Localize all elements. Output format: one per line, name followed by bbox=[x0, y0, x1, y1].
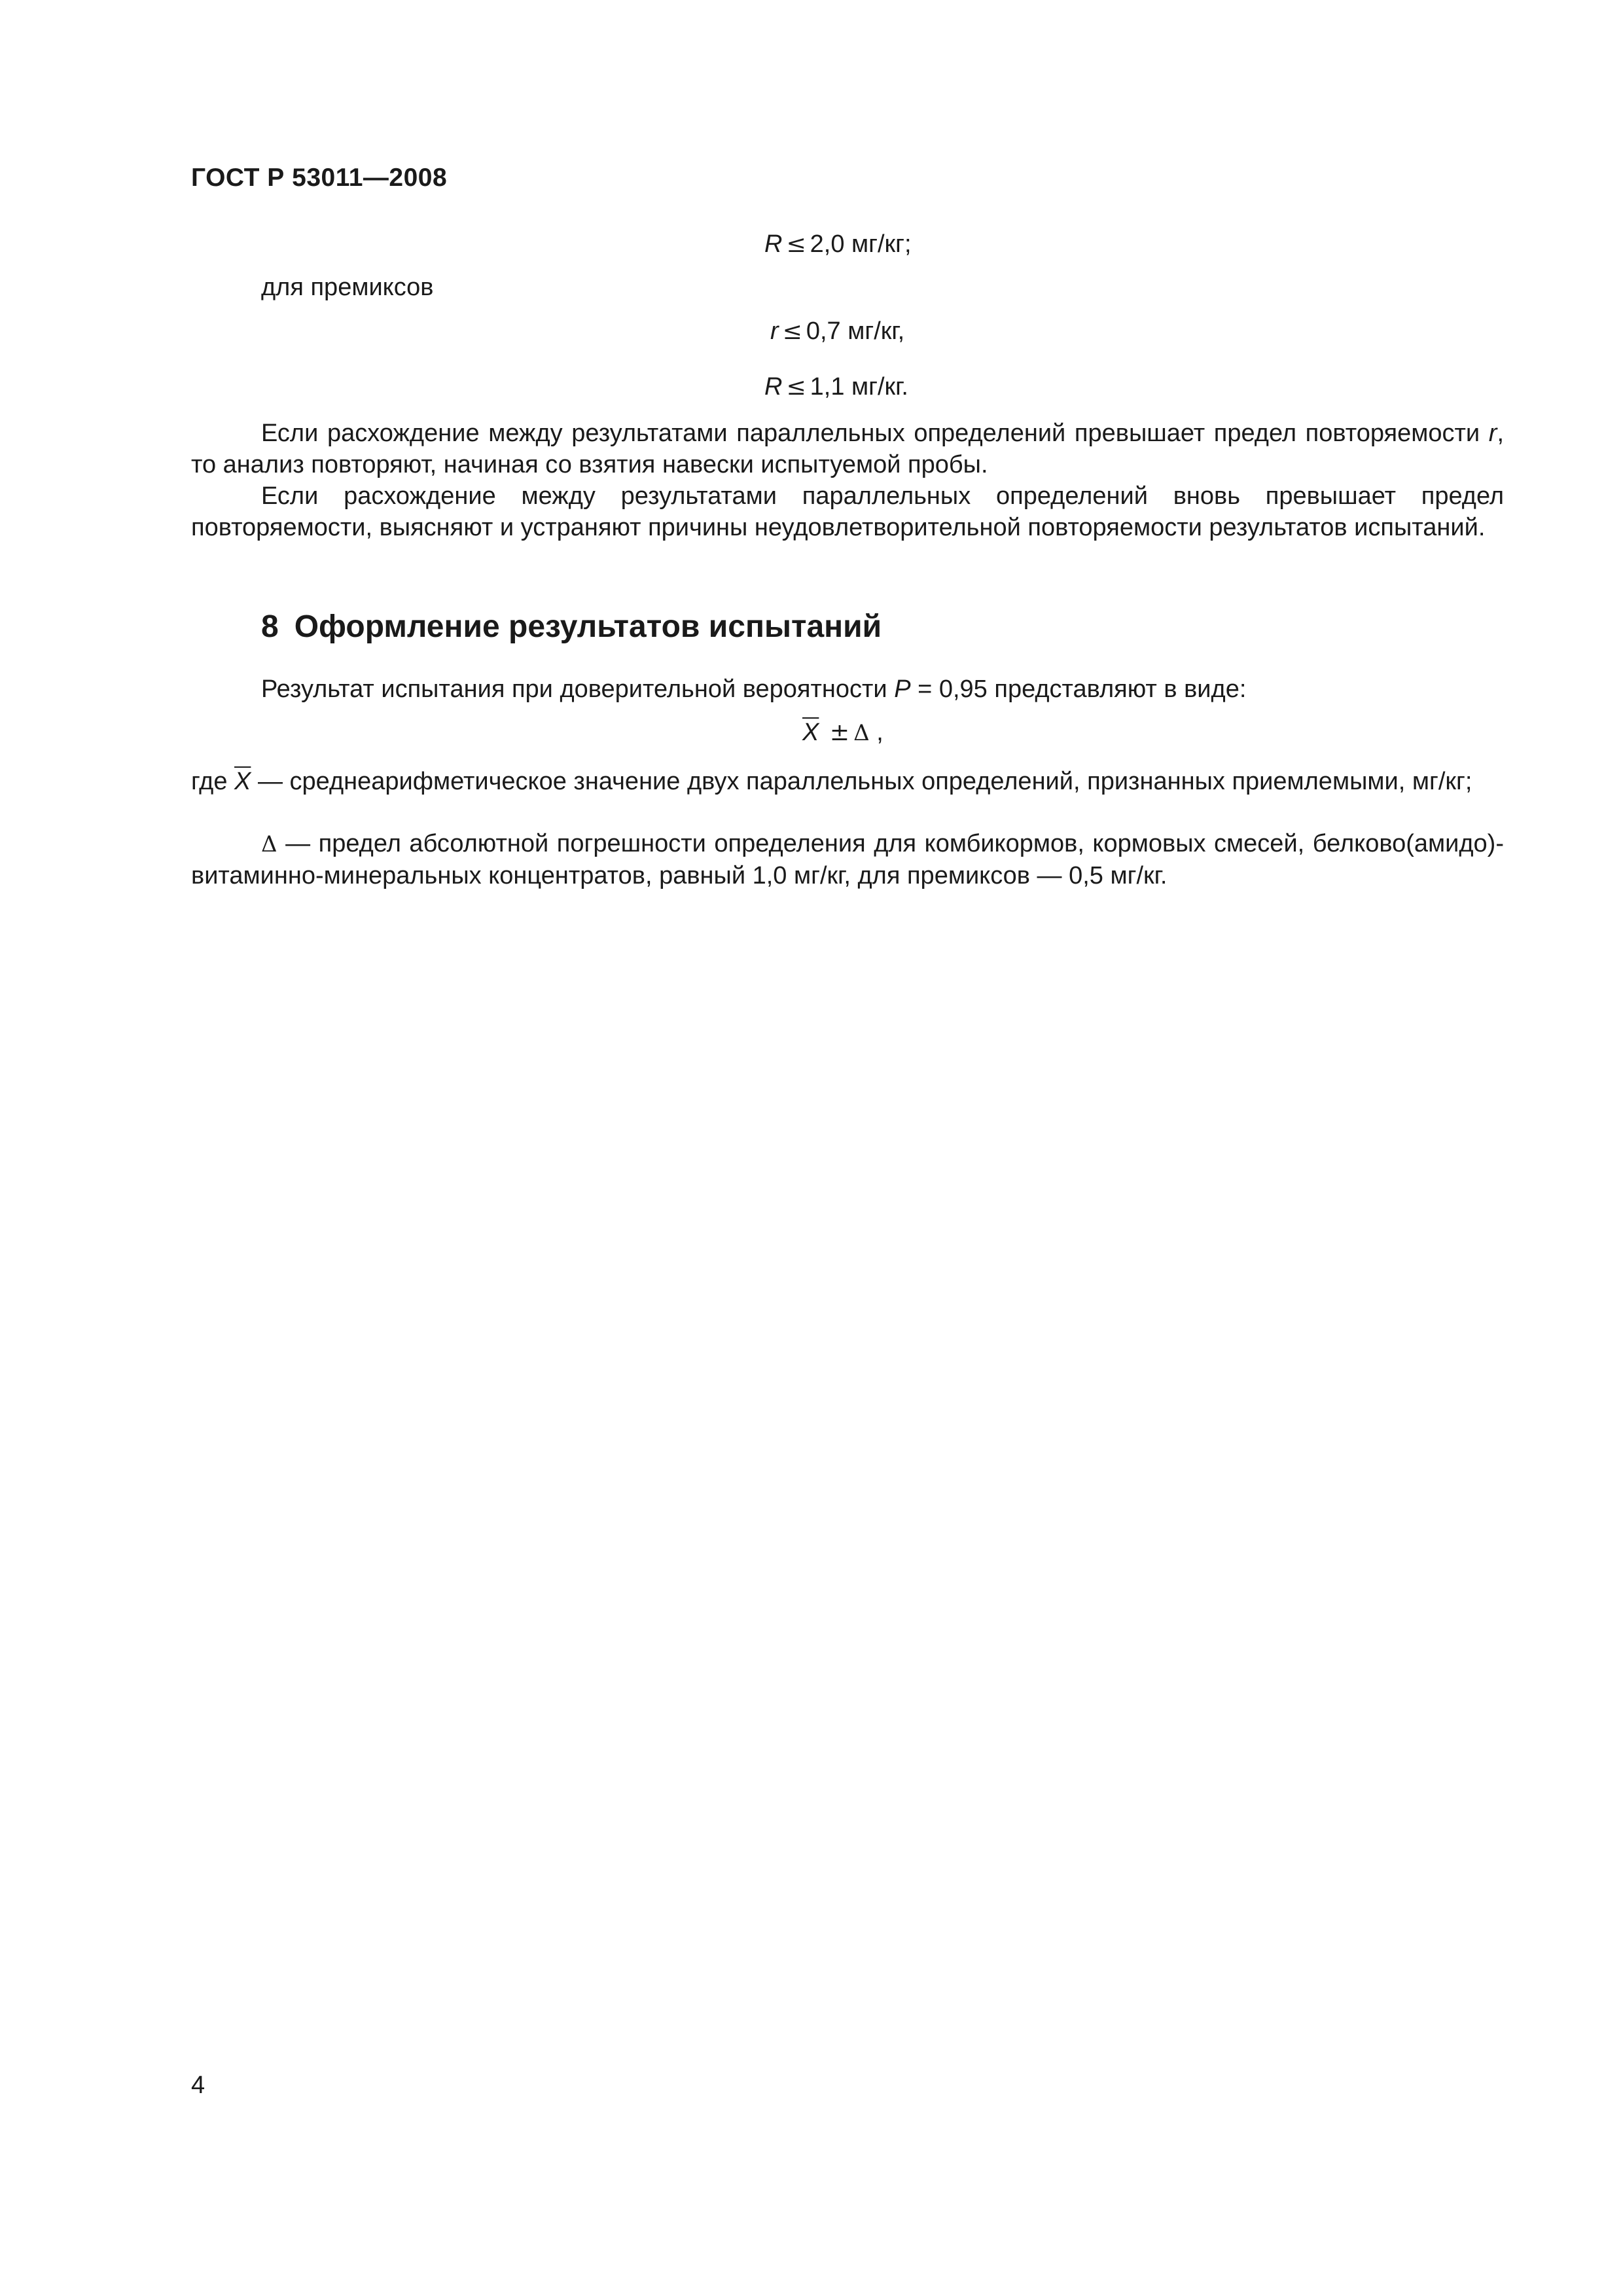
result-formula bbox=[802, 719, 883, 747]
delta-symbol: Δ bbox=[261, 831, 277, 857]
section-heading: Оформление результатов испытаний bbox=[294, 609, 882, 644]
plus-minus-symbol: ± bbox=[829, 719, 850, 746]
result-intro bbox=[261, 675, 1246, 704]
definition-text: — среднеарифметическое значение двух параллельных определений, признанных приемлемыми, мг/кг; bbox=[251, 768, 1472, 795]
paragraph-repeatability bbox=[191, 418, 1504, 480]
mean-symbol: $\overline{X}$ bbox=[802, 719, 819, 746]
formula-variable: r bbox=[770, 317, 779, 345]
paragraph-variable: r bbox=[1488, 420, 1497, 447]
paragraph-text: Если расхождение между результатами параллельных определений превышает предел повторяемости bbox=[261, 420, 1489, 447]
page-number: 4 bbox=[191, 2072, 205, 2099]
formula-variable: R bbox=[764, 373, 783, 401]
delta-symbol: Δ bbox=[853, 720, 870, 746]
intro-variable: P bbox=[894, 675, 911, 703]
definition-text: где bbox=[191, 768, 235, 795]
section-title bbox=[261, 609, 882, 645]
definition-delta bbox=[191, 828, 1504, 891]
definition-text: — предел абсолютной погрешности определения для комбикормов, кормовых смесей, белково(амидо)-витаминно-минеральных концентратов, равный 1,0 мг/кг, для премиксов — 0,5 мг/кг. bbox=[191, 830, 1504, 889]
mean-symbol: $\overline{X}$ bbox=[234, 768, 251, 795]
document-header: ГОСТ Р 53011—2008 bbox=[191, 164, 448, 192]
formula-big-r-premix bbox=[764, 373, 908, 401]
paragraph-text: , то анализ повторяют, начиная со взятия навески испытуемой пробы. bbox=[191, 420, 1504, 478]
formula-value: 2,0 мг/кг; bbox=[810, 230, 912, 258]
formula-comma: , bbox=[876, 719, 883, 746]
formula-operator: ≤ bbox=[786, 374, 806, 401]
premix-label: для премиксов bbox=[261, 274, 434, 301]
formula-value: 1,1 мг/кг. bbox=[810, 373, 908, 401]
formula-value: 0,7 мг/кг, bbox=[806, 317, 905, 345]
intro-text: = 0,95 представляют в виде: bbox=[910, 675, 1247, 703]
definition-mean bbox=[191, 766, 1504, 797]
section-number: 8 bbox=[261, 609, 279, 644]
formula-operator: ≤ bbox=[786, 231, 806, 258]
formula-variable: R bbox=[764, 230, 783, 258]
formula-r-combined bbox=[764, 230, 912, 259]
formula-r-premix bbox=[770, 317, 904, 346]
paragraph-repeatability-again: Если расхождение между результатами параллельных определений вновь превышает предел повторяемости, выясняют и устраняют причины неудовлетворительной повторяемости результатов испытаний. bbox=[191, 482, 1504, 541]
formula-operator: ≤ bbox=[782, 318, 802, 345]
intro-text: Результат испытания при доверительной вероятности bbox=[261, 675, 895, 703]
